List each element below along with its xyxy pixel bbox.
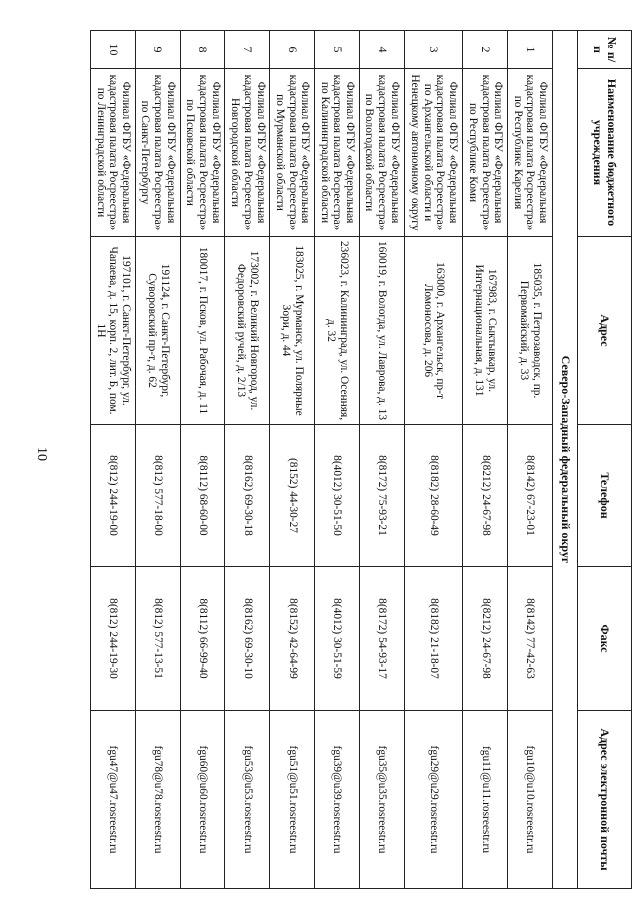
cell-name: Филиал ФГБУ «Федеральная кадастровая палата Росреестра» по Республике Карелия bbox=[508, 69, 553, 237]
header-num: № п/п bbox=[578, 31, 632, 69]
header-email: Адрес электронной почты bbox=[578, 711, 632, 889]
table-row bbox=[180, 31, 225, 889]
table-row bbox=[225, 31, 270, 889]
section-row bbox=[553, 31, 578, 889]
cell-fax: 8(8162) 69-30-10 bbox=[225, 567, 270, 711]
cell-email: fgu11@u11.rosreestr.ru bbox=[463, 711, 508, 889]
cell-phone: 8(8162) 69-30-18 bbox=[225, 425, 270, 567]
cell-address: 185035, г. Петрозаводск, пр. Первомайский, д. 33 bbox=[508, 237, 553, 425]
cell-num: 8 bbox=[180, 31, 225, 69]
cell-phone: 8(8182) 28-60-49 bbox=[404, 425, 463, 567]
cell-num: 6 bbox=[270, 31, 315, 69]
cell-email: fgu60@u60.rosreestr.ru bbox=[180, 711, 225, 889]
cell-email: fgu29@u29.rosreestr.ru bbox=[404, 711, 463, 889]
cell-phone: 8(812) 577-18-00 bbox=[135, 425, 180, 567]
cell-name: Филиал ФГБУ «Федеральная кадастровая палата Росреестра» по Архангельской области и Ненецкому автономному округу bbox=[404, 69, 463, 237]
cell-phone: 8(4012) 30-51-50 bbox=[315, 425, 360, 567]
cell-address: 163000, г. Архангельск, пр-т Ломоносова, д. 206 bbox=[404, 237, 463, 425]
cell-address: 173002, г. Великий Новгород, ул. Федоровский ручей, д. 2/13 bbox=[225, 237, 270, 425]
cell-num: 1 bbox=[508, 31, 553, 69]
cell-name: Филиал ФГБУ «Федеральная кадастровая палата Росреестра» по Псковской области bbox=[180, 69, 225, 237]
rotated-page-content bbox=[90, 30, 632, 888]
cell-name: Филиал ФГБУ «Федеральная кадастровая палата Росреестра» по Вологодской области bbox=[359, 69, 404, 237]
cell-name: Филиал ФГБУ «Федеральная кадастровая палата Росреестра» по Санкт-Петербургу bbox=[135, 69, 180, 237]
cell-email: fgu51@u51.rosreestr.ru bbox=[270, 711, 315, 889]
cell-email: fgu39@u39.rosreestr.ru bbox=[315, 711, 360, 889]
cell-phone: 8(812) 244-19-00 bbox=[91, 425, 136, 567]
table-row bbox=[91, 31, 136, 889]
cell-fax: 8(8112) 66-99-40 bbox=[180, 567, 225, 711]
page-number: 10 bbox=[34, 447, 49, 461]
cell-email: fgu10@u10.rosreestr.ru bbox=[508, 711, 553, 889]
cell-email: fgu35@u35.rosreestr.ru bbox=[359, 711, 404, 889]
cell-phone: 8(8172) 75-93-21 bbox=[359, 425, 404, 567]
cell-name: Филиал ФГБУ «Федеральная кадастровая палата Росреестра» по Мурманской области bbox=[270, 69, 315, 237]
cell-num: 9 bbox=[135, 31, 180, 69]
cell-name: Филиал ФГБУ «Федеральная кадастровая палата Росреестра» по Ленинградской области bbox=[91, 69, 136, 237]
cell-name: Филиал ФГБУ «Федеральная кадастровая палата Росреестра» по Калининградской области bbox=[315, 69, 360, 237]
cell-num: 10 bbox=[91, 31, 136, 69]
section-title: Северо-Западный федеральный округ bbox=[553, 31, 578, 889]
table-row bbox=[404, 31, 463, 889]
header-address: Адрес bbox=[578, 237, 632, 425]
cell-num: 5 bbox=[315, 31, 360, 69]
cell-email: fgu47@u47.rosreestr.ru bbox=[91, 711, 136, 889]
table-row bbox=[359, 31, 404, 889]
header-name: Наименование бюджетного учреждения bbox=[578, 69, 632, 237]
cell-address: 183025, г. Мурманск, ул. Полярные Зори, д. 44 bbox=[270, 237, 315, 425]
table-row bbox=[270, 31, 315, 889]
cell-address: 180017, г. Псков, ул. Рабочая, д. 11 bbox=[180, 237, 225, 425]
table-row bbox=[508, 31, 553, 889]
cell-fax: 8(812) 577-13-51 bbox=[135, 567, 180, 711]
cell-fax: 8(8142) 77-42-63 bbox=[508, 567, 553, 711]
table-row bbox=[135, 31, 180, 889]
table-row bbox=[315, 31, 360, 889]
cell-num: 7 bbox=[225, 31, 270, 69]
table-header-row bbox=[578, 31, 632, 889]
table-row bbox=[463, 31, 508, 889]
institutions-table bbox=[90, 30, 632, 889]
cell-fax: 8(4012) 30-51-59 bbox=[315, 567, 360, 711]
cell-num: 4 bbox=[359, 31, 404, 69]
cell-num: 3 bbox=[404, 31, 463, 69]
cell-address: 167983, г. Сыктывкар, ул. Интернациональная, д. 131 bbox=[463, 237, 508, 425]
cell-phone: 8(8112) 68-60-00 bbox=[180, 425, 225, 567]
cell-address: 191124, г. Санкт-Петербург, Суворовский пр-т, д. 62 bbox=[135, 237, 180, 425]
header-fax: Факс bbox=[578, 567, 632, 711]
cell-phone: 8(8212) 24-67-98 bbox=[463, 425, 508, 567]
cell-email: fgu78@u78.rosreestr.ru bbox=[135, 711, 180, 889]
cell-address: 236023, г. Калининград, ул. Осенняя, д. 32 bbox=[315, 237, 360, 425]
cell-address: 197101, г. Санкт-Петербург, ул. Чапаева, д. 15, корп. 2, лит. Б, пом. 1Н bbox=[91, 237, 136, 425]
cell-num: 2 bbox=[463, 31, 508, 69]
header-phone: Телефон bbox=[578, 425, 632, 567]
cell-fax: 8(8152) 42-64-99 bbox=[270, 567, 315, 711]
cell-fax: 8(812) 244-19-30 bbox=[91, 567, 136, 711]
cell-phone: (8152) 44-30-27 bbox=[270, 425, 315, 567]
cell-name: Филиал ФГБУ «Федеральная кадастровая палата Росреестра» Новгородской области bbox=[225, 69, 270, 237]
cell-email: fgu53@u53.rosreestr.ru bbox=[225, 711, 270, 889]
cell-name: Филиал ФГБУ «Федеральная кадастровая палата Росреестра» по Республике Коми bbox=[463, 69, 508, 237]
cell-fax: 8(8172) 54-93-17 bbox=[359, 567, 404, 711]
cell-phone: 8(8142) 67-23-01 bbox=[508, 425, 553, 567]
cell-fax: 8(8182) 21-18-07 bbox=[404, 567, 463, 711]
cell-address: 160019, г. Вологда, ул. Лаврова, д. 13 bbox=[359, 237, 404, 425]
cell-fax: 8(8212) 24-67-98 bbox=[463, 567, 508, 711]
